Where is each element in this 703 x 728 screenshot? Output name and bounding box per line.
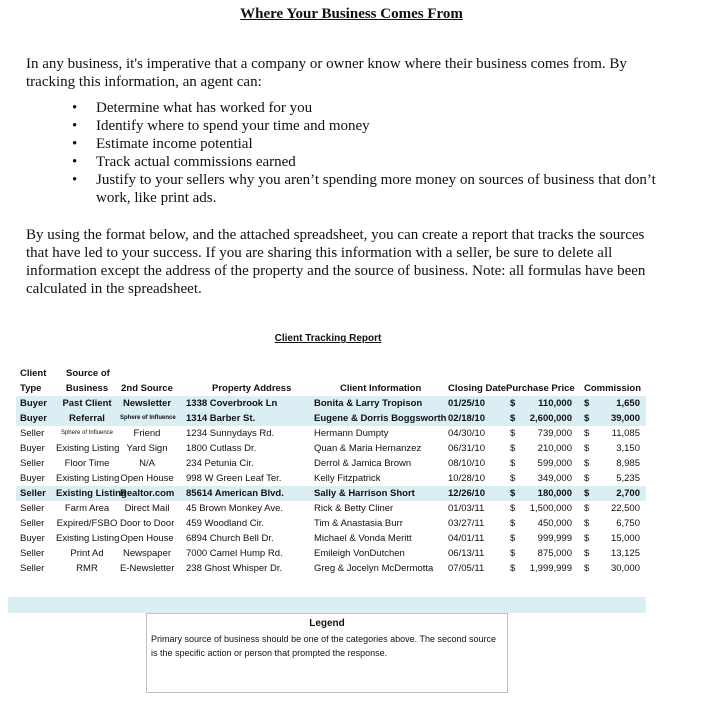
cell-closing-date: 04/30/10 — [448, 428, 485, 439]
cell-client-type: Seller — [20, 488, 46, 499]
cell-second-source: Friend — [133, 428, 161, 439]
cell-client-type: Seller — [20, 503, 45, 514]
cell-commission: 22,500 — [610, 503, 640, 514]
cell-commission: 8,985 — [616, 458, 640, 469]
cell-client-information: Eugene & Dorris Boggsworth — [314, 413, 447, 424]
price-currency-symbol: $ — [510, 488, 516, 499]
header-source: Business — [65, 383, 109, 394]
cell-commission: 30,000 — [610, 563, 640, 574]
cell-closing-date: 06/31/10 — [448, 443, 485, 454]
cell-source: Floor Time — [64, 458, 110, 469]
table-row — [16, 561, 646, 576]
cell-client-type: Buyer — [20, 443, 45, 454]
cell-purchase-price: 999,999 — [537, 533, 572, 544]
price-currency-symbol: $ — [510, 398, 516, 409]
table-row — [16, 516, 646, 531]
table-row — [16, 486, 646, 501]
price-currency-symbol: $ — [510, 518, 516, 529]
cell-property-address: 1234 Sunnydays Rd. — [186, 428, 275, 439]
commission-currency-symbol: $ — [584, 443, 590, 454]
header-second-source: 2nd Source — [121, 383, 173, 394]
legend-text: Primary source of business should be one of the categories above. The second source is the specific action or person that prompted the response. — [151, 634, 497, 658]
intro-paragraph: In any business, it's imperative that a company or owner know where their business comes from. By tracking this information, an agent can: — [26, 56, 627, 90]
cell-second-source: Sphere of Influence — [120, 415, 176, 421]
header-property-address: Property Address — [212, 383, 292, 394]
cell-second-source: Door to Door — [120, 518, 175, 529]
cell-client-information: Greg & Jocelyn McDermotta — [314, 563, 434, 574]
cell-source: Farm Area — [64, 503, 110, 514]
price-currency-symbol: $ — [510, 443, 516, 454]
cell-closing-date: 07/05/11 — [448, 563, 485, 574]
cell-second-source: Realtor.com — [120, 488, 175, 499]
cell-client-type: Seller — [20, 458, 45, 469]
cell-source: Past Client — [62, 398, 112, 409]
commission-currency-symbol: $ — [584, 428, 590, 439]
header-commission: Commission — [584, 383, 642, 394]
cell-source: Existing Listing — [56, 473, 120, 484]
cell-closing-date: 03/27/11 — [448, 518, 485, 529]
cell-commission: 13,125 — [610, 548, 640, 559]
cell-client-information: Derrol & Jamica Brown — [314, 458, 412, 469]
price-currency-symbol: $ — [510, 533, 516, 544]
list-item: • Justify to your sellers why you aren’t spending more money on sources of business that don’t work, like print ads. — [70, 171, 660, 207]
cell-source: Existing Listing — [56, 533, 120, 544]
cell-purchase-price: 110,000 — [538, 398, 572, 409]
table-row — [16, 501, 646, 516]
cell-property-address: 1800 Cutlass Dr. — [186, 443, 257, 454]
table-row — [16, 456, 646, 471]
cell-source: Print Ad — [70, 548, 104, 559]
cell-purchase-price: 210,000 — [537, 443, 572, 454]
cell-purchase-price: 1,999,999 — [529, 563, 572, 574]
header-client-type: Type — [20, 383, 42, 394]
list-item: • Track actual commissions earned — [70, 153, 660, 171]
price-currency-symbol: $ — [510, 428, 516, 439]
cell-commission: 5,235 — [616, 473, 640, 484]
table-row — [16, 546, 646, 561]
cell-closing-date: 02/18/10 — [448, 413, 485, 424]
table-row — [16, 471, 646, 486]
cell-client-information: Michael & Vonda Meritt — [314, 533, 412, 544]
document-title: Where Your Business Comes From — [240, 6, 463, 22]
table-row — [16, 411, 646, 426]
cell-second-source: N/A — [139, 458, 155, 469]
list-item: • Identify where to spend your time and money — [70, 117, 660, 135]
cell-client-type: Seller — [20, 518, 45, 529]
legend-box — [146, 613, 508, 693]
cell-purchase-price: 349,000 — [537, 473, 572, 484]
header-client-information: Client Information — [340, 383, 422, 394]
cell-commission: 6,750 — [616, 518, 640, 529]
cell-source: RMR — [76, 563, 98, 574]
cell-source: Existing Listing — [56, 488, 127, 499]
cell-property-address: 459 Woodland Cir. — [186, 518, 264, 529]
cell-client-type: Buyer — [20, 533, 45, 544]
report-title: Client Tracking Report — [274, 333, 382, 344]
cell-client-information: Sally & Harrison Short — [314, 488, 415, 499]
cell-source: Expired/FSBO — [56, 518, 118, 529]
table-row — [16, 441, 646, 456]
price-currency-symbol: $ — [510, 413, 516, 424]
header-purchase-price: Purchase Price — [506, 383, 575, 394]
cell-closing-date: 01/03/11 — [448, 503, 485, 514]
cell-second-source: Open House — [120, 473, 174, 484]
cell-purchase-price: 2,600,000 — [529, 413, 572, 424]
cell-closing-date: 06/13/11 — [448, 548, 485, 559]
cell-property-address: 7000 Camel Hump Rd. — [186, 548, 283, 559]
cell-closing-date: 10/28/10 — [448, 473, 485, 484]
price-currency-symbol: $ — [510, 473, 516, 484]
commission-currency-symbol: $ — [584, 458, 590, 469]
table-header-row — [16, 381, 646, 396]
cell-closing-date: 04/01/11 — [448, 533, 485, 544]
cell-second-source: Open House — [120, 533, 174, 544]
cell-property-address: 1314 Barber St. — [186, 413, 256, 424]
commission-currency-symbol: $ — [584, 533, 590, 544]
table-header-row-top — [16, 366, 646, 381]
cell-commission: 15,000 — [610, 533, 640, 544]
cell-property-address: 238 Ghost Whisper Dr. — [186, 563, 283, 574]
cell-commission: 1,650 — [616, 398, 640, 409]
cell-client-type: Buyer — [20, 473, 45, 484]
commission-currency-symbol: $ — [584, 473, 590, 484]
cell-client-information: Emileigh VonDutchen — [314, 548, 405, 559]
cell-second-source: Direct Mail — [124, 503, 170, 514]
cell-commission: 2,700 — [616, 488, 640, 499]
commission-currency-symbol: $ — [584, 518, 590, 529]
commission-currency-symbol: $ — [584, 488, 590, 499]
cell-second-source: Newspaper — [122, 548, 172, 559]
commission-currency-symbol: $ — [584, 413, 590, 424]
price-currency-symbol: $ — [510, 458, 516, 469]
commission-currency-symbol: $ — [584, 548, 590, 559]
cell-closing-date: 08/10/10 — [448, 458, 485, 469]
closing-paragraph: By using the format below, and the attached spreadsheet, you can create a report that tracks the sources that have led to your success. If you are sharing this information with a seller, be sure to delete all information except the address of the property and the source of business. Note: all formulas have been calculated in the spreadsheet. — [26, 227, 646, 297]
cell-property-address: 45 Brown Monkey Ave. — [186, 503, 283, 514]
cell-source: Referral — [69, 413, 105, 424]
cell-source: Existing Listing — [56, 443, 120, 454]
cell-closing-date: 01/25/10 — [448, 398, 485, 409]
cell-purchase-price: 450,000 — [537, 518, 572, 529]
cell-property-address: 234 Petunia Cir. — [186, 458, 254, 469]
cell-purchase-price: 599,000 — [537, 458, 572, 469]
price-currency-symbol: $ — [510, 563, 516, 574]
cell-client-information: Quan & Maria Hernanzez — [314, 443, 422, 454]
list-item: • Determine what has worked for you — [70, 99, 660, 117]
cell-client-information: Tim & Anastasia Burr — [314, 518, 403, 529]
cell-purchase-price: 875,000 — [537, 548, 572, 559]
commission-currency-symbol: $ — [584, 503, 590, 514]
commission-currency-symbol: $ — [584, 398, 590, 409]
table-row — [16, 531, 646, 546]
table-row — [16, 426, 646, 441]
cell-client-type: Seller — [20, 428, 45, 439]
cell-second-source: Yard Sign — [126, 443, 168, 454]
cell-commission: 11,085 — [611, 428, 640, 439]
header-client-top: Client — [20, 368, 47, 379]
cell-client-type: Buyer — [20, 413, 47, 424]
cell-commission: 39,000 — [610, 413, 640, 424]
client-tracking-table — [16, 366, 646, 576]
cell-client-information: Hermann Dumpty — [314, 428, 389, 439]
cell-purchase-price: 180,000 — [537, 488, 572, 499]
cell-client-information: Rick & Betty Cliner — [314, 503, 394, 514]
cell-property-address: 1338 Coverbrook Ln — [186, 398, 278, 409]
cell-second-source: Newsletter — [122, 398, 172, 409]
cell-purchase-price: 1,500,000 — [529, 503, 572, 514]
benefits-list — [70, 99, 660, 207]
header-closing-date: Closing Date — [448, 383, 507, 394]
summary-row-band — [8, 597, 646, 613]
cell-property-address: 6894 Church Bell Dr. — [186, 533, 274, 544]
table-body — [16, 396, 646, 576]
cell-commission: 3,150 — [616, 443, 640, 454]
legend-title: Legend — [309, 618, 345, 629]
commission-currency-symbol: $ — [584, 563, 590, 574]
header-source-top: Source of — [66, 368, 110, 379]
cell-property-address: 998 W Green Leaf Ter. — [186, 473, 282, 484]
cell-client-type: Seller — [20, 548, 45, 559]
list-item: • Estimate income potential — [70, 135, 660, 153]
price-currency-symbol: $ — [510, 548, 516, 559]
table-row — [16, 396, 646, 411]
cell-client-type: Seller — [20, 563, 45, 574]
cell-client-information: Kelly Fitzpatrick — [314, 473, 381, 484]
cell-client-information: Bonita & Larry Tropison — [314, 398, 423, 409]
cell-second-source: E-Newsletter — [120, 563, 175, 574]
cell-property-address: 85614 American Blvd. — [186, 488, 284, 499]
price-currency-symbol: $ — [510, 503, 516, 514]
cell-source: Sphere of Influence — [60, 430, 114, 436]
cell-closing-date: 12/26/10 — [448, 488, 485, 499]
cell-purchase-price: 739,000 — [537, 428, 572, 439]
cell-client-type: Buyer — [20, 398, 47, 409]
